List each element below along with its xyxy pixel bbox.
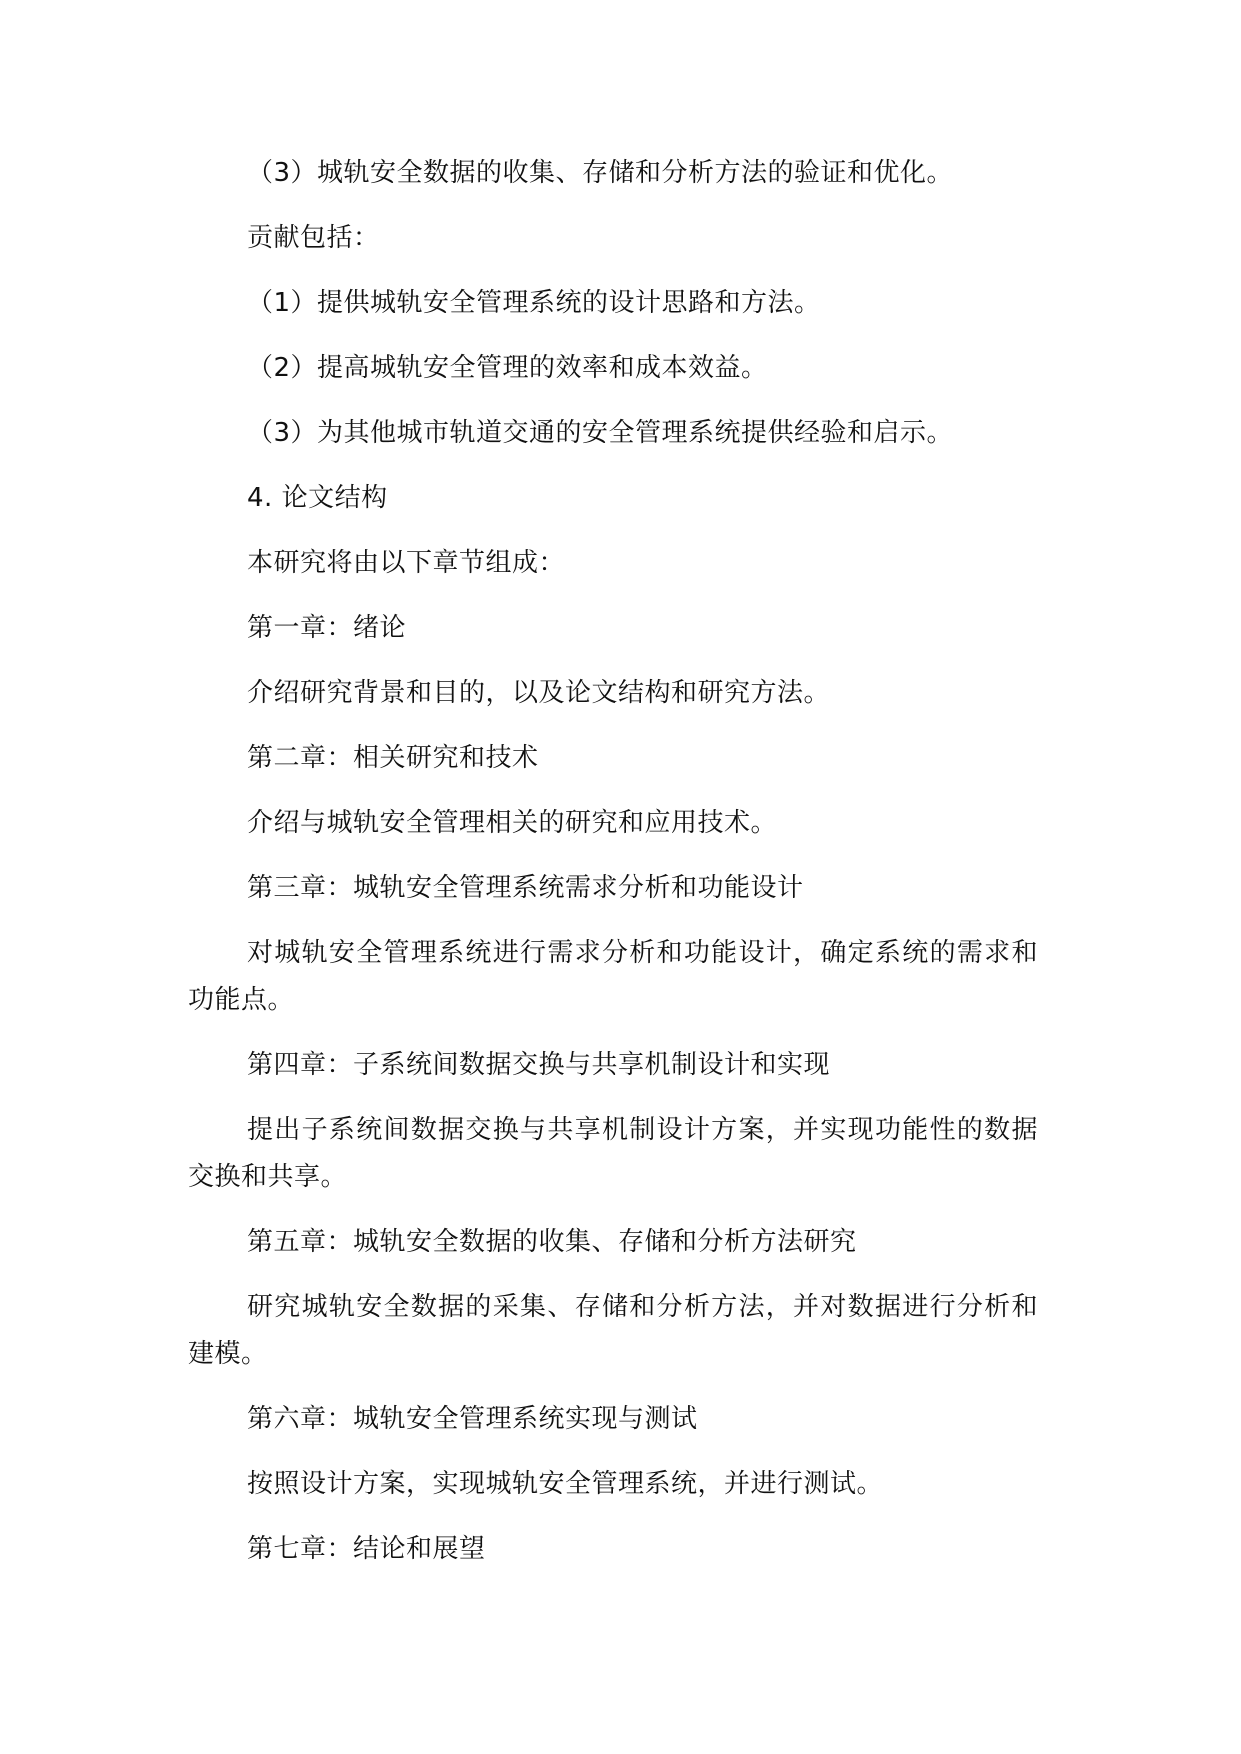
paragraph-contribution-1: （1）提供城轨安全管理系统的设计思路和方法。 <box>247 288 821 318</box>
paragraph-contribution-3: （3）为其他城市轨道交通的安全管理系统提供经验和启示。 <box>247 418 954 448</box>
section-heading-thesis-structure: 4. 论文结构 <box>247 483 388 513</box>
chapter-4-description: 提出子系统间数据交换与共享机制设计方案，并实现功能性的数据交换和共享。 <box>188 1115 1038 1192</box>
document-body <box>188 150 1038 1591</box>
chapter-3-description: 对城轨安全管理系统进行需求分析和功能设计，确定系统的需求和功能点。 <box>188 938 1038 1015</box>
paragraph-contribution-2: （2）提高城轨安全管理的效率和成本效益。 <box>247 353 768 383</box>
chapter-5-title: 第五章：城轨安全数据的收集、存储和分析方法研究 <box>247 1227 857 1257</box>
chapter-7-title: 第七章：结论和展望 <box>247 1534 486 1564</box>
chapter-3-title: 第三章：城轨安全管理系统需求分析和功能设计 <box>247 873 804 903</box>
chapter-6-description: 按照设计方案，实现城轨安全管理系统，并进行测试。 <box>247 1469 884 1499</box>
chapter-1-description: 介绍研究背景和目的，以及论文结构和研究方法。 <box>247 678 831 708</box>
chapter-2-title: 第二章：相关研究和技术 <box>247 743 539 773</box>
paragraph-item-3-validation: （3）城轨安全数据的收集、存储和分析方法的验证和优化。 <box>247 158 954 188</box>
chapter-6-title: 第六章：城轨安全管理系统实现与测试 <box>247 1404 698 1434</box>
paragraph-contributions-heading: 贡献包括： <box>247 223 380 253</box>
chapter-1-title: 第一章：绪论 <box>247 613 407 643</box>
chapter-5-description: 研究城轨安全数据的采集、存储和分析方法，并对数据进行分析和建模。 <box>188 1292 1038 1369</box>
paragraph-structure-intro: 本研究将由以下章节组成： <box>247 548 566 578</box>
chapter-2-description: 介绍与城轨安全管理相关的研究和应用技术。 <box>247 808 778 838</box>
chapter-4-title: 第四章：子系统间数据交换与共享机制设计和实现 <box>247 1050 831 1080</box>
